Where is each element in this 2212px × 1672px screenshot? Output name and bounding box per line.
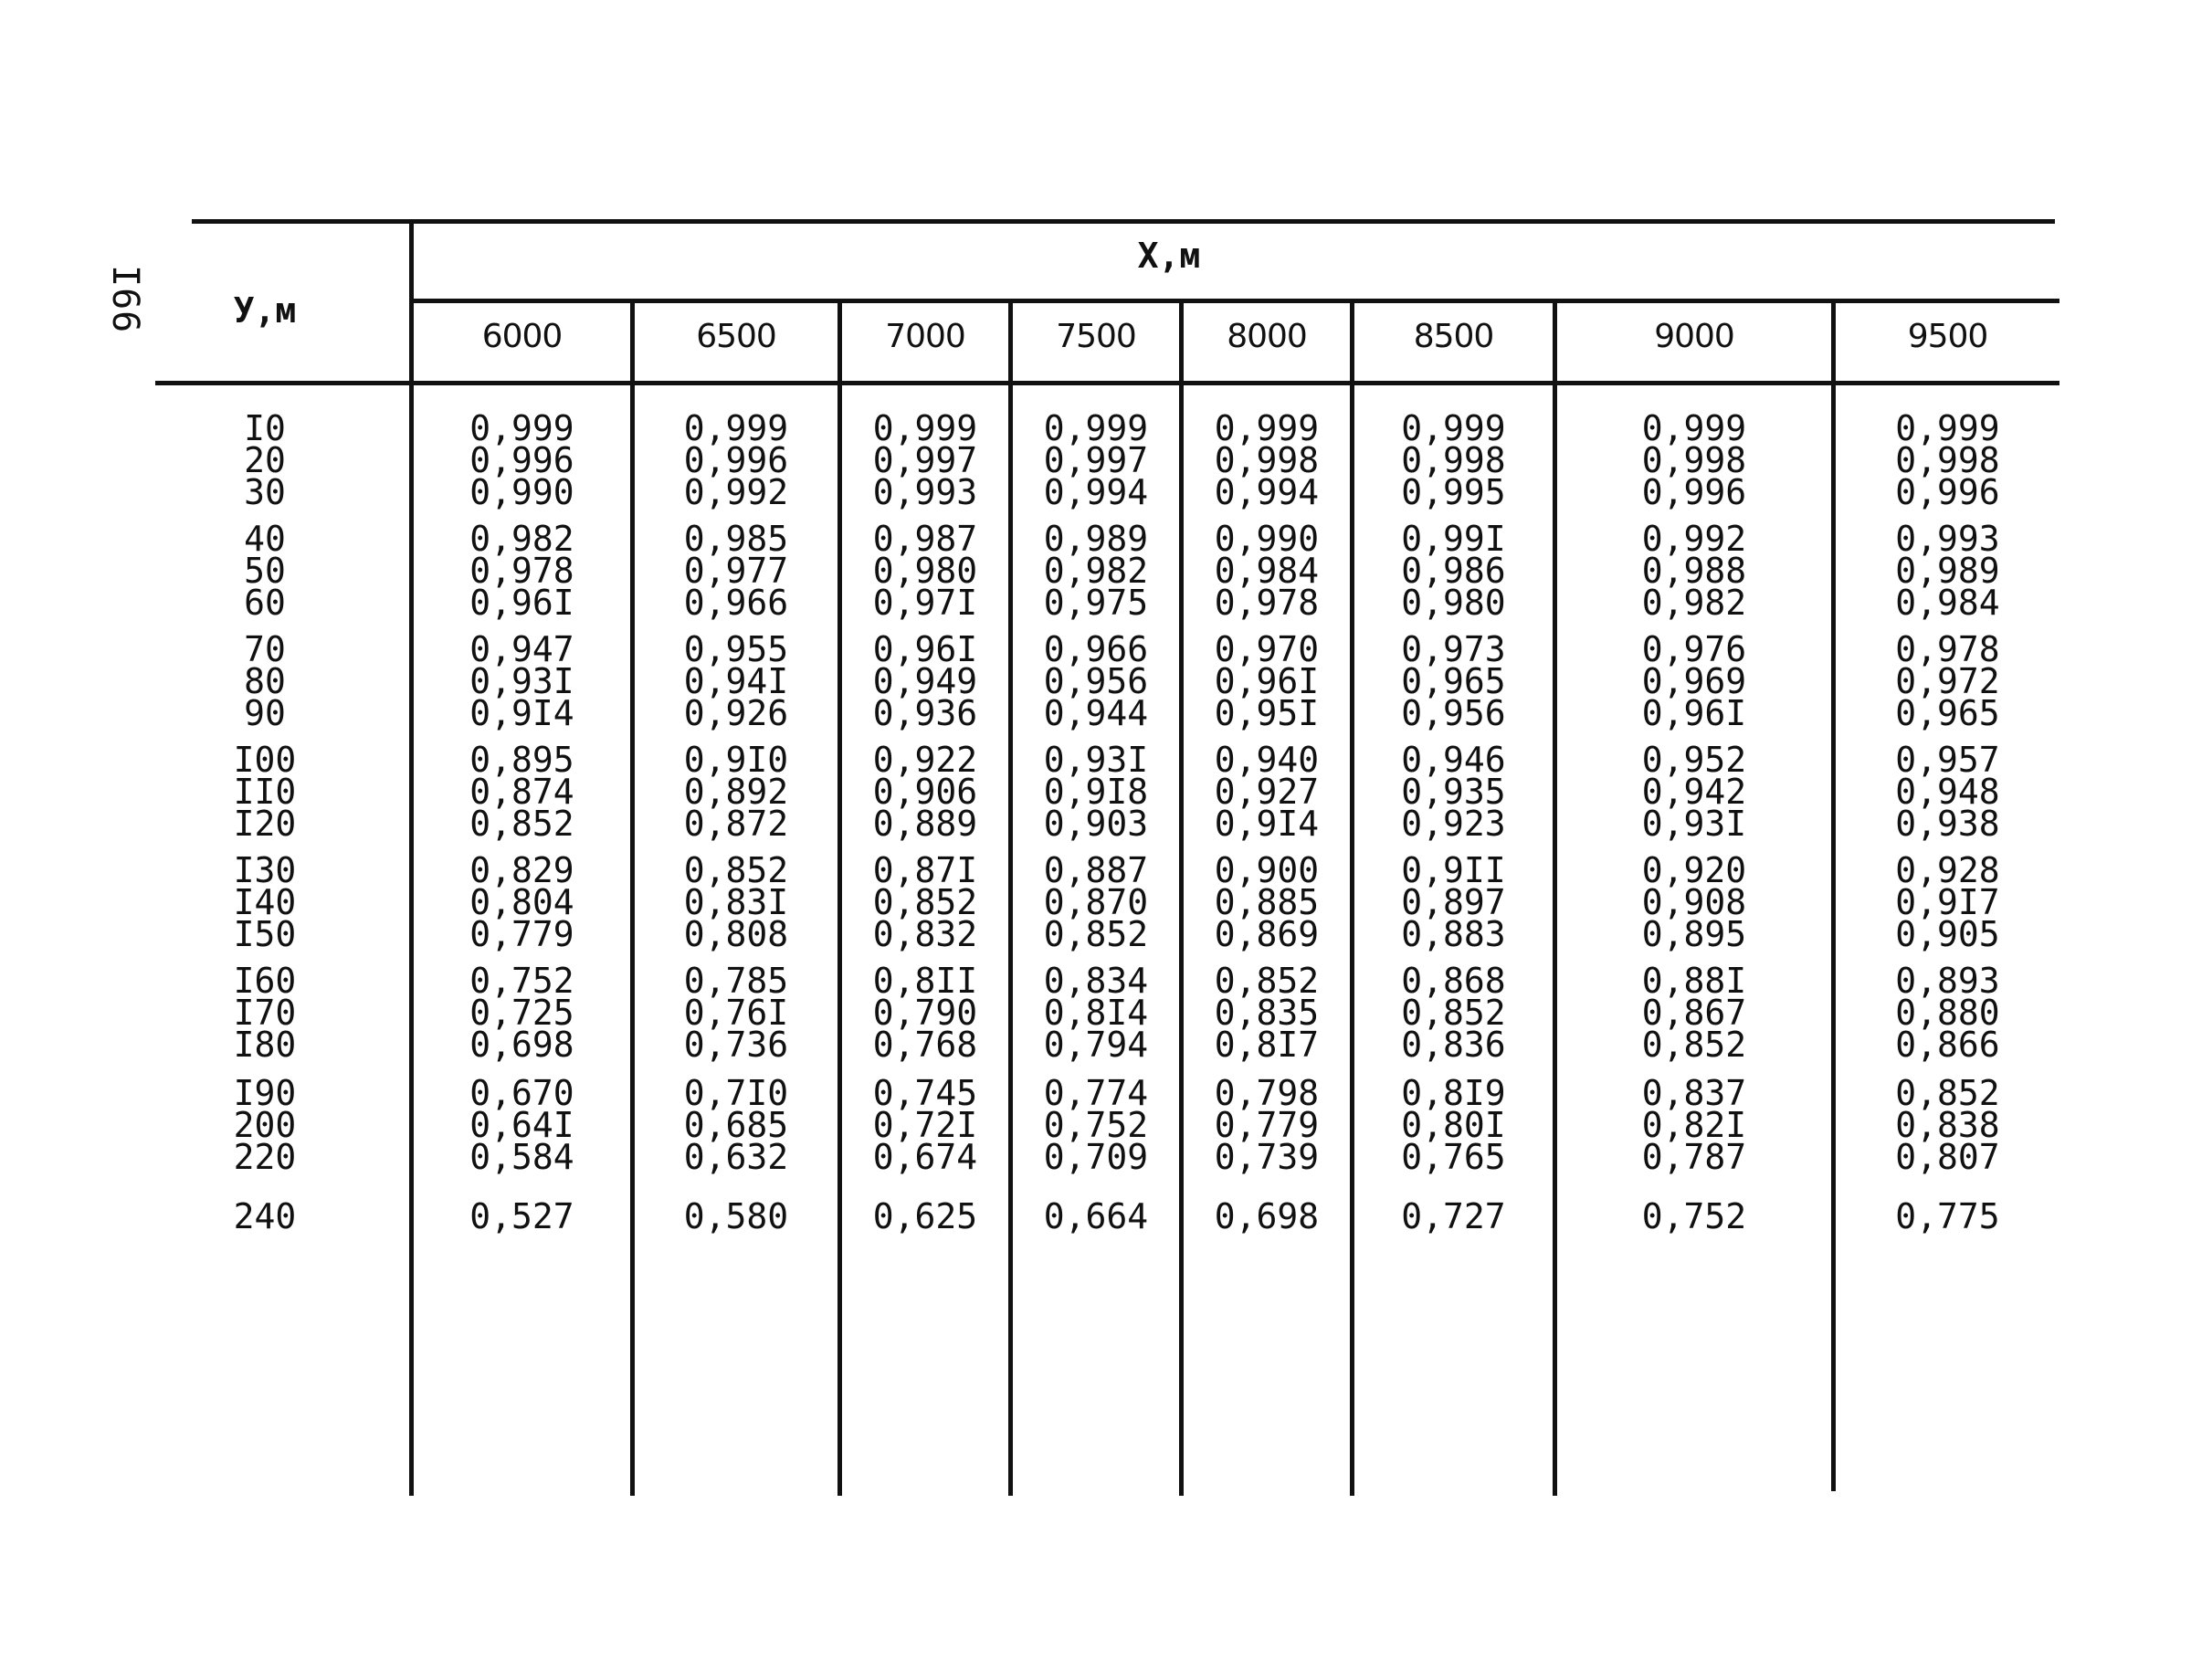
table-cell: 0,923: [1401, 804, 1506, 844]
table-cell: 0,93I: [469, 661, 574, 701]
table-cell: 0,866: [1895, 1025, 2000, 1065]
table-cell: 0,832: [872, 914, 978, 954]
table-cell: 0,880: [1895, 993, 2000, 1033]
y-value-cell: 50: [244, 551, 286, 591]
table-cell: 0,709: [1043, 1137, 1149, 1177]
table-cell: 0,889: [872, 804, 978, 844]
table-cell: 0,999: [683, 408, 789, 448]
y-value-cell: I40: [233, 882, 297, 922]
row-group: [842, 740, 1008, 844]
table-cell: 0,942: [1641, 772, 1747, 812]
y-value-cell: 200: [233, 1105, 297, 1145]
row-group: [1836, 961, 2059, 1065]
table-cell: 0,8I7: [1214, 1025, 1320, 1065]
row-group: [842, 629, 1008, 733]
row-group: [1557, 629, 1831, 733]
table-cell: 0,978: [1895, 629, 2000, 669]
table-cell: 0,838: [1895, 1105, 2000, 1145]
row-group: [1557, 740, 1831, 844]
table-cell: 0,992: [1641, 519, 1747, 559]
row-group: [414, 408, 630, 512]
y-value-cell: I0: [244, 408, 286, 448]
table-cell: 0,9I4: [469, 693, 574, 733]
y-value-cell: 20: [244, 440, 286, 480]
values-column-6000: [414, 408, 630, 1247]
table-cell: 0,995: [1401, 472, 1506, 512]
table-cell: 0,870: [1043, 882, 1149, 922]
col-header-8500: 8500: [1413, 318, 1494, 355]
table-cell: 0,869: [1214, 914, 1320, 954]
table-cell: 0,897: [1401, 882, 1506, 922]
y-value-cell: 60: [244, 583, 286, 623]
table-cell: 0,965: [1895, 693, 2000, 733]
table-cell: 0,745: [872, 1073, 978, 1113]
row-group: [635, 850, 837, 954]
table-cell: 0,992: [683, 472, 789, 512]
table-cell: 0,966: [683, 583, 789, 623]
table-cell: 0,867: [1641, 993, 1747, 1033]
table-cell: 0,774: [1043, 1073, 1149, 1113]
table-cell: 0,768: [872, 1025, 978, 1065]
row-group: [635, 1196, 837, 1236]
table-cell: 0,807: [1895, 1137, 2000, 1177]
row-group: [414, 1196, 630, 1236]
table-cell: 0,987: [872, 519, 978, 559]
table-cell: 0,982: [1043, 551, 1149, 591]
table-cell: 0,955: [683, 629, 789, 669]
row-group: [1013, 519, 1179, 623]
table-cell: 0,975: [1043, 583, 1149, 623]
row-group: [414, 850, 630, 954]
table-cell: 0,725: [469, 993, 574, 1033]
table-cell: 0,852: [469, 804, 574, 844]
table-cell: 0,994: [1043, 472, 1149, 512]
row-group: [414, 740, 630, 844]
table-cell: 0,632: [683, 1137, 789, 1177]
table-cell: 0,999: [469, 408, 574, 448]
table-cell: 0,787: [1641, 1137, 1747, 1177]
row-group: [1013, 740, 1179, 844]
table-cell: 0,95I: [1214, 693, 1320, 733]
y-value-cell: 220: [233, 1137, 297, 1177]
table-cell: 0,885: [1214, 882, 1320, 922]
row-group: [1184, 740, 1350, 844]
y-value-cell: I60: [233, 961, 297, 1001]
table-cell: 0,88I: [1641, 961, 1747, 1001]
table-cell: 0,906: [872, 772, 978, 812]
table-cell: 0,779: [469, 914, 574, 954]
table-cell: 0,988: [1641, 551, 1747, 591]
table-cell: 0,905: [1895, 914, 2000, 954]
table-cell: 0,64I: [469, 1105, 574, 1145]
x-axis-header: Х,м: [1137, 236, 1201, 276]
row-group: [414, 629, 630, 733]
row-group: [414, 519, 630, 623]
row-group: [1184, 629, 1350, 733]
table-cell: 0,852: [872, 882, 978, 922]
row-group: [842, 519, 1008, 623]
row-group: [1557, 1196, 1831, 1236]
row-group: [1836, 740, 2059, 844]
row-group: [164, 1073, 365, 1177]
table-cell: 0,927: [1214, 772, 1320, 812]
y-value-cell: 240: [233, 1196, 297, 1236]
table-cell: 0,739: [1214, 1137, 1320, 1177]
table-cell: 0,956: [1043, 661, 1149, 701]
table-cell: 0,834: [1043, 961, 1149, 1001]
table-cell: 0,999: [872, 408, 978, 448]
values-column-9500: [1836, 408, 2059, 1247]
table-cell: 0,952: [1641, 740, 1747, 780]
table-cell: 0,998: [1401, 440, 1506, 480]
values-column-6500: [635, 408, 837, 1247]
table-cell: 0,76I: [683, 993, 789, 1033]
y-value-cell: II0: [233, 772, 297, 812]
table-cell: 0,97I: [872, 583, 978, 623]
table-cell: 0,989: [1895, 551, 2000, 591]
table-cell: 0,852: [1641, 1025, 1747, 1065]
col-header-9000: 9000: [1654, 318, 1734, 355]
table-cell: 0,785: [683, 961, 789, 1001]
row-group: [1184, 850, 1350, 954]
table-cell: 0,698: [469, 1025, 574, 1065]
table-cell: 0,72I: [872, 1105, 978, 1145]
table-cell: 0,936: [872, 693, 978, 733]
table-cell: 0,984: [1895, 583, 2000, 623]
table-cell: 0,674: [872, 1137, 978, 1177]
row-group: [1836, 850, 2059, 954]
col-header-6000: 6000: [481, 318, 563, 355]
table-cell: 0,980: [872, 551, 978, 591]
table-cell: 0,996: [469, 440, 574, 480]
table-cell: 0,993: [1895, 519, 2000, 559]
row-group: [1354, 1073, 1553, 1177]
y-value-cell: I70: [233, 993, 297, 1033]
row-group: [1013, 1196, 1179, 1236]
table-cell: 0,893: [1895, 961, 2000, 1001]
table-cell: 0,985: [683, 519, 789, 559]
table-cell: 0,96I: [1641, 693, 1747, 733]
y-value-cell: 40: [244, 519, 286, 559]
table-cell: 0,670: [469, 1073, 574, 1113]
header-bottom-rule: [155, 381, 2059, 385]
table-cell: 0,852: [1043, 914, 1149, 954]
y-value-cell: I00: [233, 740, 297, 780]
row-group: [1354, 1196, 1553, 1236]
table-cell: 0,96I: [1214, 661, 1320, 701]
table-cell: 0,96I: [872, 629, 978, 669]
table-cell: 0,957: [1895, 740, 2000, 780]
table-cell: 0,8II: [872, 961, 978, 1001]
table-cell: 0,978: [1214, 583, 1320, 623]
table-cell: 0,82I: [1641, 1105, 1747, 1145]
table-cell: 0,935: [1401, 772, 1506, 812]
table-cell: 0,584: [469, 1137, 574, 1177]
row-group: [1184, 408, 1350, 512]
table-cell: 0,999: [1401, 408, 1506, 448]
table-cell: 0,836: [1401, 1025, 1506, 1065]
table-cell: 0,980: [1401, 583, 1506, 623]
table-cell: 0,900: [1214, 850, 1320, 890]
table-cell: 0,999: [1043, 408, 1149, 448]
row-group: [842, 408, 1008, 512]
row-group: [635, 961, 837, 1065]
table-cell: 0,994: [1214, 472, 1320, 512]
table-cell: 0,949: [872, 661, 978, 701]
row-group: [1836, 519, 2059, 623]
table-cell: 0,829: [469, 850, 574, 890]
row-group: [1354, 961, 1553, 1065]
table-cell: 0,736: [683, 1025, 789, 1065]
table-cell: 0,977: [683, 551, 789, 591]
table-cell: 0,993: [872, 472, 978, 512]
row-group: [1836, 629, 2059, 733]
values-column-7500: [1013, 408, 1179, 1247]
table-cell: 0,804: [469, 882, 574, 922]
table-cell: 0,990: [469, 472, 574, 512]
table-cell: 0,808: [683, 914, 789, 954]
row-group: [1354, 519, 1553, 623]
values-column-7000: [842, 408, 1008, 1247]
table-cell: 0,664: [1043, 1196, 1149, 1236]
table-cell: 0,868: [1401, 961, 1506, 1001]
row-group: [1013, 1073, 1179, 1177]
table-cell: 0,752: [1043, 1105, 1149, 1145]
col-header-7500: 7500: [1056, 318, 1136, 355]
table-cell: 0,982: [469, 519, 574, 559]
table-cell: 0,996: [1641, 472, 1747, 512]
table-cell: 0,625: [872, 1196, 978, 1236]
col-header-6500: 6500: [696, 318, 776, 355]
table-cell: 0,93I: [1043, 740, 1149, 780]
row-group: [1354, 408, 1553, 512]
table-cell: 0,999: [1214, 408, 1320, 448]
table-cell: 0,997: [1043, 440, 1149, 480]
y-value-cell: 90: [244, 693, 286, 733]
table-cell: 0,80I: [1401, 1105, 1506, 1145]
table-cell: 0,580: [683, 1196, 789, 1236]
col-header-8000: 8000: [1227, 318, 1307, 355]
row-group: [1013, 629, 1179, 733]
row-group: [842, 1073, 1008, 1177]
row-group: [842, 1196, 1008, 1236]
table-cell: 0,990: [1214, 519, 1320, 559]
table-cell: 0,895: [469, 740, 574, 780]
row-group: [635, 740, 837, 844]
table-cell: 0,940: [1214, 740, 1320, 780]
x-header-underline: [411, 299, 2059, 303]
row-group: [1557, 1073, 1831, 1177]
table-cell: 0,938: [1895, 804, 2000, 844]
table-cell: 0,989: [1043, 519, 1149, 559]
table-cell: 0,872: [683, 804, 789, 844]
row-group: [635, 519, 837, 623]
table-cell: 0,998: [1641, 440, 1747, 480]
row-group: [1557, 408, 1831, 512]
y-axis-header: У,м: [233, 290, 297, 331]
table-cell: 0,920: [1641, 850, 1747, 890]
table-cell: 0,956: [1401, 693, 1506, 733]
row-group: [842, 961, 1008, 1065]
values-column-8000: [1184, 408, 1350, 1247]
row-group: [164, 629, 365, 733]
table-cell: 0,698: [1214, 1196, 1320, 1236]
row-group: [164, 519, 365, 623]
table-cell: 0,908: [1641, 882, 1747, 922]
table-cell: 0,9I7: [1895, 882, 2000, 922]
row-group: [1557, 519, 1831, 623]
table-cell: 0,7I0: [683, 1073, 789, 1113]
table-cell: 0,903: [1043, 804, 1149, 844]
table-cell: 0,685: [683, 1105, 789, 1145]
table-cell: 0,887: [1043, 850, 1149, 890]
row-group: [1013, 961, 1179, 1065]
table-cell: 0,999: [1895, 408, 2000, 448]
table-cell: 0,996: [1895, 472, 2000, 512]
row-group: [1557, 961, 1831, 1065]
table-cell: 0,790: [872, 993, 978, 1033]
table-cell: 0,837: [1641, 1073, 1747, 1113]
table-cell: 0,986: [1401, 551, 1506, 591]
table-cell: 0,794: [1043, 1025, 1149, 1065]
table-cell: 0,982: [1641, 583, 1747, 623]
table-cell: 0,970: [1214, 629, 1320, 669]
table-cell: 0,976: [1641, 629, 1747, 669]
table-cell: 0,946: [1401, 740, 1506, 780]
table-cell: 0,9I4: [1214, 804, 1320, 844]
table-cell: 0,883: [1401, 914, 1506, 954]
y-value-cell: I50: [233, 914, 297, 954]
row-group: [635, 408, 837, 512]
row-group: [414, 961, 630, 1065]
table-cell: 0,999: [1641, 408, 1747, 448]
y-value-cell: I30: [233, 850, 297, 890]
row-group: [1184, 519, 1350, 623]
table-cell: 0,775: [1895, 1196, 2000, 1236]
col-header-7000: 7000: [885, 318, 965, 355]
row-group: [1354, 740, 1553, 844]
row-group: [164, 740, 365, 844]
table-cell: 0,998: [1895, 440, 2000, 480]
table-cell: 0,978: [469, 551, 574, 591]
table-cell: 0,947: [469, 629, 574, 669]
table-cell: 0,83I: [683, 882, 789, 922]
row-group: [1354, 850, 1553, 954]
table-cell: 0,727: [1401, 1196, 1506, 1236]
table-cell: 0,752: [1641, 1196, 1747, 1236]
values-column-9000: [1557, 408, 1831, 1247]
table-cell: 0,779: [1214, 1105, 1320, 1145]
table-cell: 0,926: [683, 693, 789, 733]
row-group: [1836, 1196, 2059, 1236]
row-group: [164, 1196, 365, 1236]
y-values-column: [164, 408, 365, 1247]
table-cell: 0,798: [1214, 1073, 1320, 1113]
row-group: [164, 850, 365, 954]
table-cell: 0,928: [1895, 850, 2000, 890]
table-cell: 0,9I0: [683, 740, 789, 780]
y-value-cell: I20: [233, 804, 297, 844]
table-cell: 0,852: [1214, 961, 1320, 1001]
table-cell: 0,972: [1895, 661, 2000, 701]
table-cell: 0,984: [1214, 551, 1320, 591]
y-value-cell: I90: [233, 1073, 297, 1113]
row-group: [842, 850, 1008, 954]
row-group: [1836, 1073, 2059, 1177]
table-cell: 0,874: [469, 772, 574, 812]
page-number: I66: [104, 265, 146, 334]
table-cell: 0,922: [872, 740, 978, 780]
row-group: [1184, 961, 1350, 1065]
table-cell: 0,8I9: [1401, 1073, 1506, 1113]
row-group: [1836, 408, 2059, 512]
table-cell: 0,852: [683, 850, 789, 890]
y-value-cell: 70: [244, 629, 286, 669]
table-cell: 0,965: [1401, 661, 1506, 701]
table-top-rule: [192, 219, 2055, 224]
row-group: [635, 629, 837, 733]
row-group: [164, 961, 365, 1065]
y-value-cell: 30: [244, 472, 286, 512]
y-value-cell: I80: [233, 1025, 297, 1065]
table-cell: 0,998: [1214, 440, 1320, 480]
table-cell: 0,99I: [1401, 519, 1506, 559]
table-cell: 0,752: [469, 961, 574, 1001]
row-group: [1184, 1196, 1350, 1236]
table-cell: 0,96I: [469, 583, 574, 623]
col-header-9500: 9500: [1907, 318, 1988, 355]
table-cell: 0,969: [1641, 661, 1747, 701]
table-cell: 0,997: [872, 440, 978, 480]
table-cell: 0,8I4: [1043, 993, 1149, 1033]
table-cell: 0,996: [683, 440, 789, 480]
table-cell: 0,966: [1043, 629, 1149, 669]
row-group: [1013, 850, 1179, 954]
table-cell: 0,973: [1401, 629, 1506, 669]
table-cell: 0,9I8: [1043, 772, 1149, 812]
table-cell: 0,765: [1401, 1137, 1506, 1177]
table-cell: 0,892: [683, 772, 789, 812]
table-cell: 0,835: [1214, 993, 1320, 1033]
row-group: [1184, 1073, 1350, 1177]
table-cell: 0,895: [1641, 914, 1747, 954]
table-cell: 0,852: [1895, 1073, 2000, 1113]
row-group: [414, 1073, 630, 1177]
values-column-8500: [1354, 408, 1553, 1247]
row-group: [1557, 850, 1831, 954]
row-group: [635, 1073, 837, 1177]
row-group: [164, 408, 365, 512]
row-group: [1013, 408, 1179, 512]
y-value-cell: 80: [244, 661, 286, 701]
table-cell: 0,944: [1043, 693, 1149, 733]
table-cell: 0,852: [1401, 993, 1506, 1033]
table-cell: 0,9II: [1401, 850, 1506, 890]
table-cell: 0,93I: [1641, 804, 1747, 844]
row-group: [1354, 629, 1553, 733]
table-cell: 0,527: [469, 1196, 574, 1236]
table-cell: 0,948: [1895, 772, 2000, 812]
table-cell: 0,94I: [683, 661, 789, 701]
table-cell: 0,87I: [872, 850, 978, 890]
